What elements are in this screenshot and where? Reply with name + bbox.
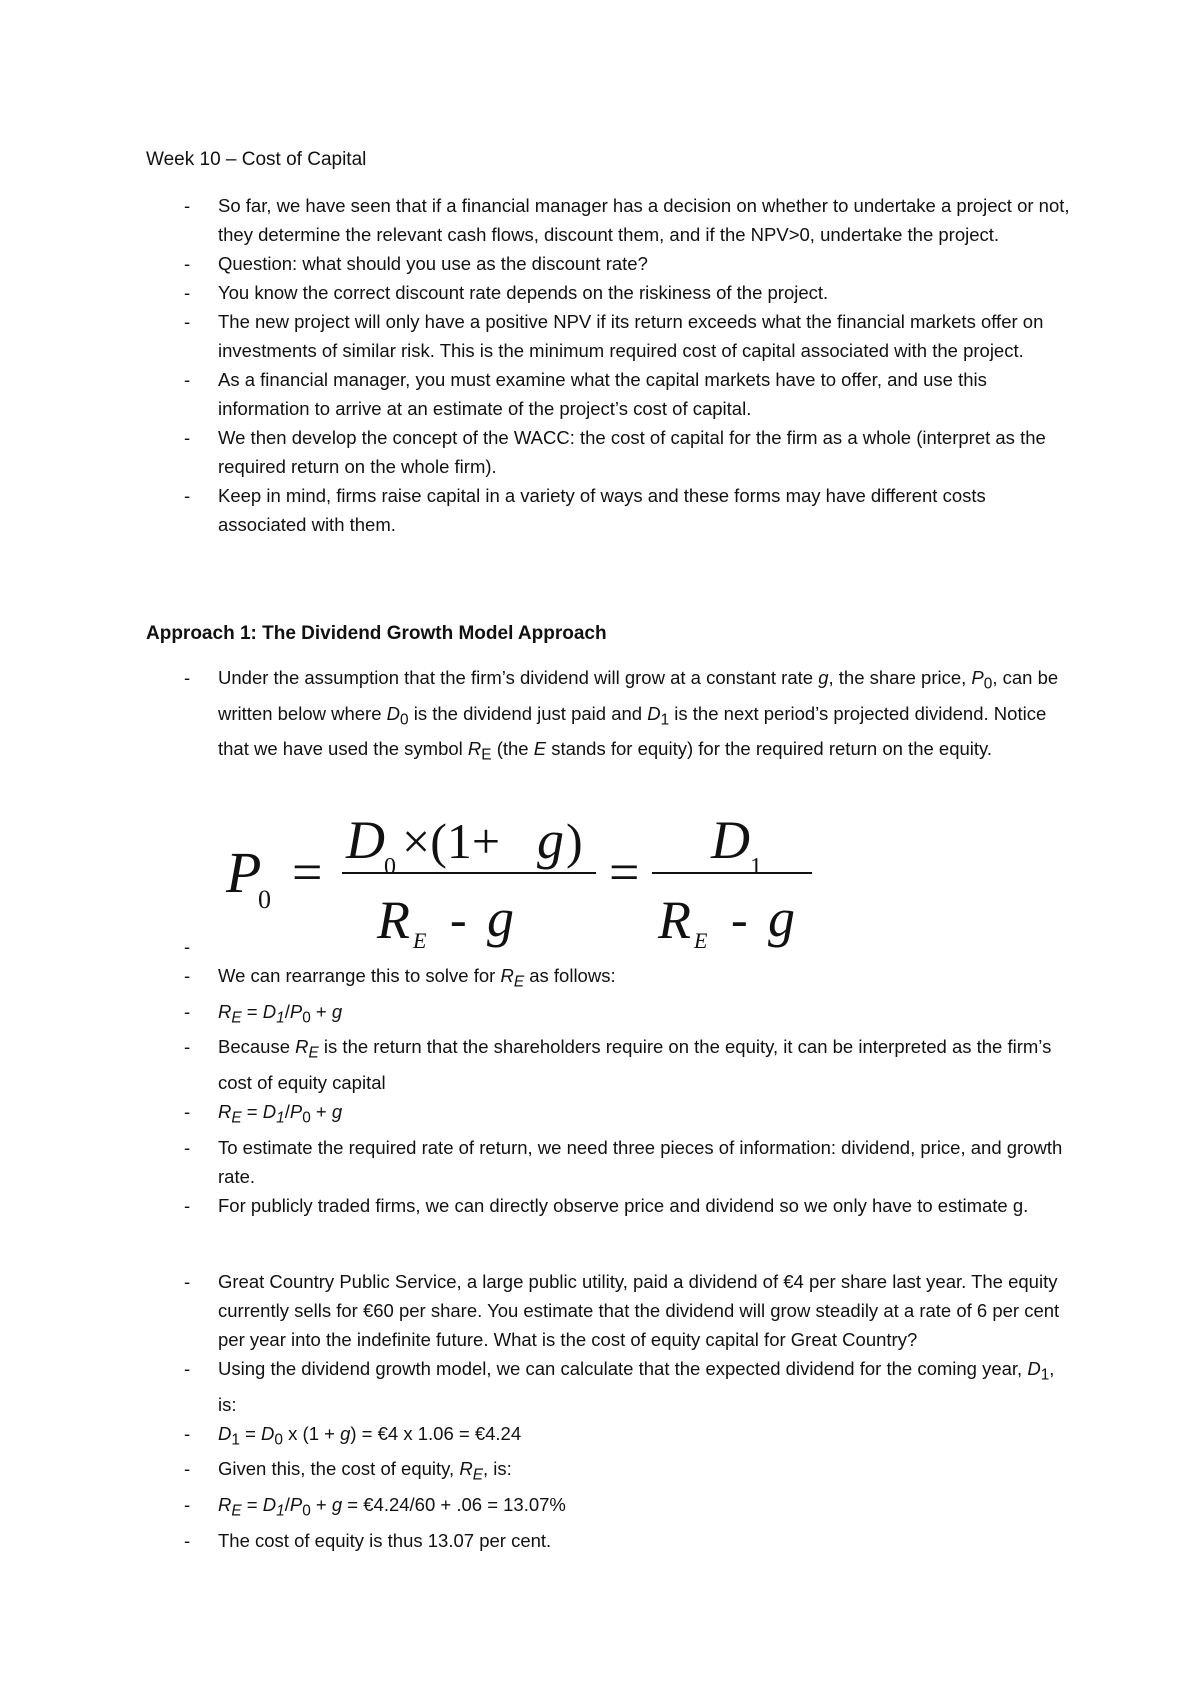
list-item: - Because $R_E$ is the return that the shareholders require on the equity, it can be interpreted as the firm’s cost of equity capital bbox=[146, 1032, 1076, 1097]
list-item: - We can rearrange this to solve for $R_E$ as follows: bbox=[146, 961, 1076, 997]
formula-den2-sub: E bbox=[694, 928, 708, 950]
formula-num1-close: ) bbox=[566, 813, 583, 869]
formula-num1-g: g bbox=[537, 810, 564, 870]
list-item: - As a financial manager, you must examine what the capital markets have to offer, and use this information to arrive at an estimate of the project’s cost of capital. bbox=[146, 365, 1076, 423]
formula-num1-d: D bbox=[346, 810, 385, 870]
list-item: - Great Country Public Service, a large public utility, paid a dividend of €4 per share last year. The equity currently sells for €60 per share. You estimate that the dividend will grow steadily at a rate of 6 per cent per year into the indefinite future. What is the cost of equity capital for Great Country? bbox=[146, 1267, 1076, 1354]
list-item: - You know the correct discount rate depends on the riskiness of the project. bbox=[146, 278, 1076, 307]
list-item: - Using the dividend growth model, we can calculate that the expected dividend for the coming year, $D_1$, is: bbox=[146, 1354, 1076, 1419]
formula-num2-sub: 1 bbox=[750, 854, 762, 880]
list-item: - To estimate the required rate of return, we need three pieces of information: dividend, price, and growth rate. bbox=[146, 1133, 1076, 1191]
list-item: - $R_E = D_1/P_0 + g$ = €4.24/60 + .06 = 13.07% bbox=[146, 1490, 1076, 1526]
example-bullet-list bbox=[146, 1267, 1076, 1555]
formula-den1-g: g bbox=[487, 888, 514, 948]
list-item: - $R_E = D_1/P_0 + g$ bbox=[146, 1097, 1076, 1133]
formula-den2-minus: - bbox=[731, 891, 748, 947]
formula-den1-minus: - bbox=[450, 891, 467, 947]
page-title: Week 10 – Cost of Capital bbox=[146, 149, 367, 170]
list-item: - The cost of equity is thus 13.07 per cent. bbox=[146, 1526, 1076, 1555]
formula-den1-r: R bbox=[377, 890, 410, 950]
empty-list-item bbox=[146, 932, 1076, 961]
list-item: - The new project will only have a positive NPV if its return exceeds what the financial markets offer on investments of similar risk. This is the minimum required cost of capital associated with the project. bbox=[146, 307, 1076, 365]
list-item: - So far, we have seen that if a financial manager has a decision on whether to undertake a project or not, they determine the relevant cash flows, discount them, and if the NPV>0, undertake the project. bbox=[146, 191, 1076, 249]
list-item: - Given this, the cost of equity, $R_E$, is: bbox=[146, 1454, 1076, 1490]
section-heading: Approach 1: The Dividend Growth Model Approach bbox=[146, 623, 607, 644]
formula-den2-g: g bbox=[768, 888, 795, 948]
formula-num1-rest: ×(1+ bbox=[402, 813, 501, 869]
formula-equals-1: = bbox=[292, 842, 323, 902]
formula-num2-d: D bbox=[711, 810, 750, 870]
formula-lhs: P bbox=[226, 840, 262, 905]
list-item: - Under the assumption that the firm’s dividend will grow at a constant rate g, the share price, $P_0$, can be written below where $D_0$ is the dividend just paid and $D_1$ is the next period’s projected dividend. Notice that we have used the symbol $R_E$ (the E stands for equity) for the required return on the equity. bbox=[146, 663, 1076, 770]
list-item: - Keep in mind, firms raise capital in a variety of ways and these forms may have different costs associated with them. bbox=[146, 481, 1076, 539]
formula-lhs-sub: 0 bbox=[258, 885, 271, 914]
intro-bullet-list bbox=[146, 191, 1076, 539]
list-item: - We then develop the concept of the WACC: the cost of capital for the firm as a whole (interpret as the required return on the whole firm). bbox=[146, 423, 1076, 481]
formula-den2-r: R bbox=[658, 890, 691, 950]
list-item: - $D_1 = D_0$ x (1 + g) = €4 x 1.06 = €4.24 bbox=[146, 1419, 1076, 1455]
dividend-growth-formula bbox=[214, 800, 914, 950]
list-item: - $R_E = D_1/P_0 + g$ bbox=[146, 997, 1076, 1033]
formula-num1-sub: 0 bbox=[384, 854, 396, 880]
assumption-bullet-list bbox=[146, 663, 1076, 770]
rearrange-bullet-list bbox=[146, 932, 1076, 1220]
list-item: - Question: what should you use as the discount rate? bbox=[146, 249, 1076, 278]
formula-den1-sub: E bbox=[413, 928, 427, 950]
list-item: - For publicly traded firms, we can directly observe price and dividend so we only have to estimate g. bbox=[146, 1191, 1076, 1220]
formula-equals-2: = bbox=[609, 842, 640, 902]
